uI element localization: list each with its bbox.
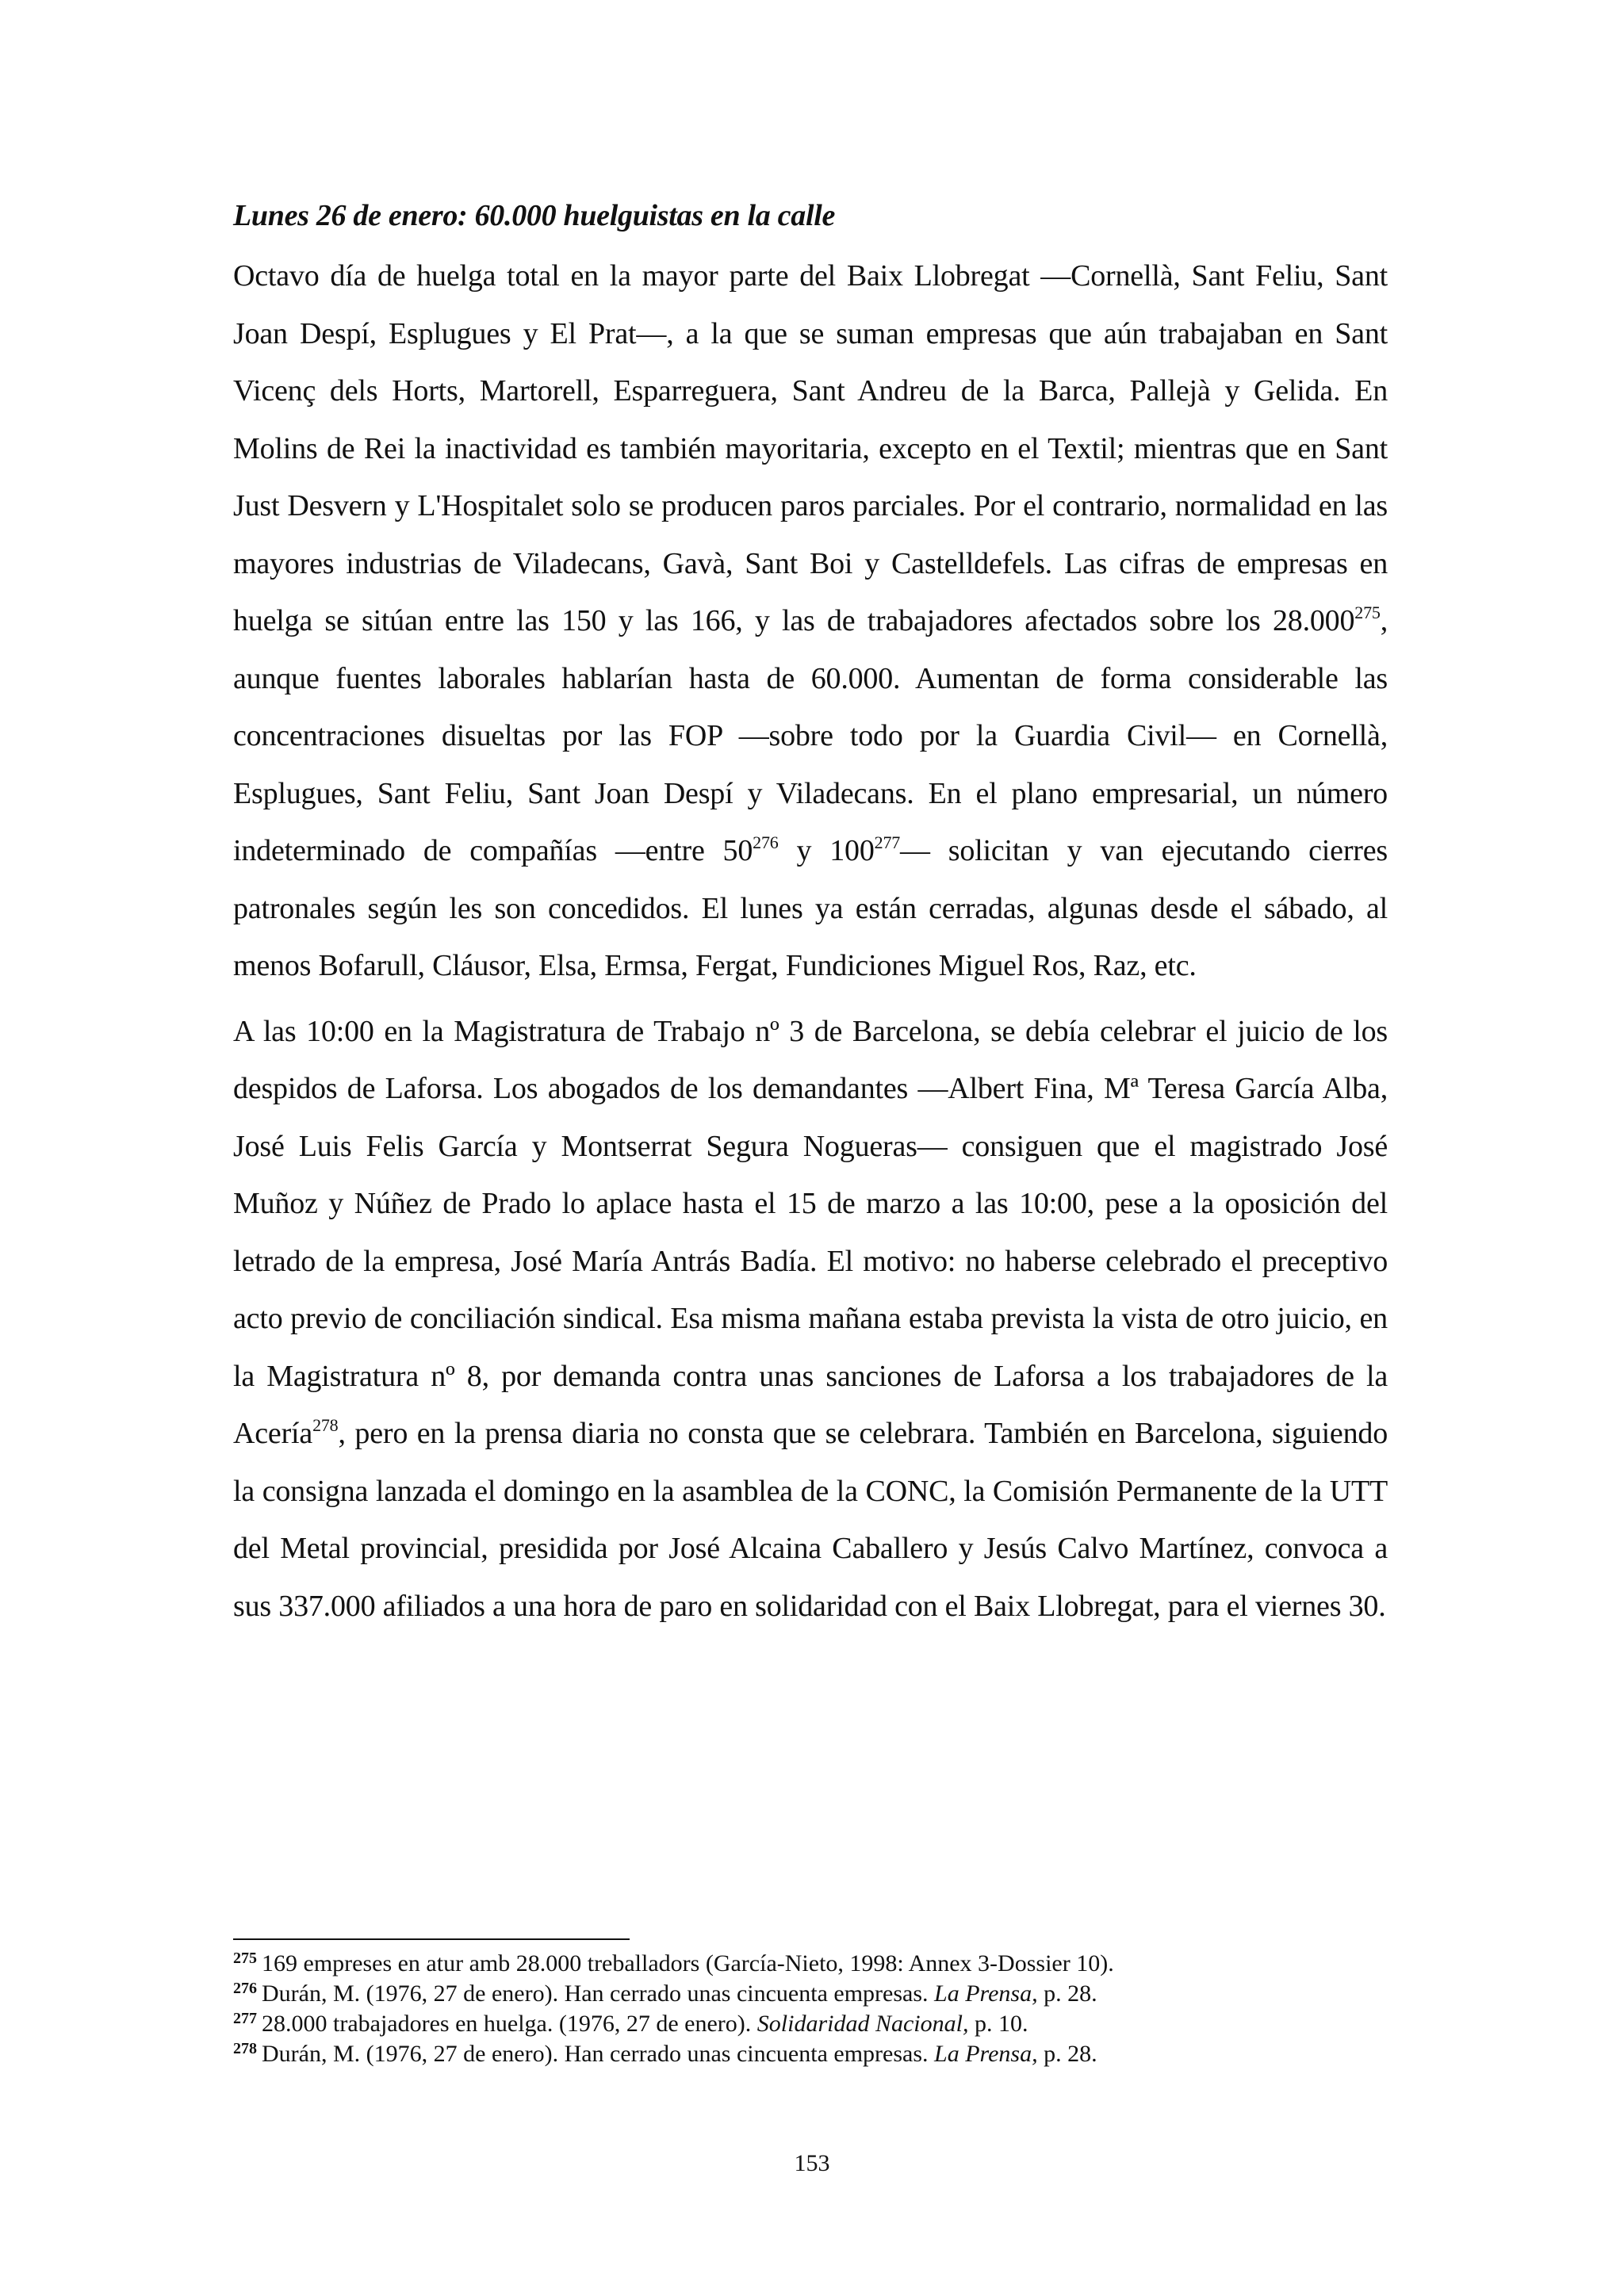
footnote-source-title: Solidaridad Nacional, (756, 2011, 969, 2037)
paragraph (233, 247, 1388, 995)
paragraph-text: — solicitan y van ejecutando cierres patronales según les son concedidos. El lunes ya están cerradas, algunas desde el sábado, al menos Bofarull, Cláusor, Elsa, Ermsa, Fergat, Fundiciones Miguel Ros, Raz, etc. (233, 834, 1388, 982)
footnote-reference[interactable]: 275 (1354, 603, 1381, 622)
footnote (233, 1949, 1388, 1979)
footnote-text: Durán, M. (1976, 27 de enero). Han cerrado unas cincuenta empresas. (262, 1980, 935, 2007)
footnote-source-title: La Prensa, (934, 2041, 1038, 2067)
footnote-number: 277 (233, 2010, 257, 2027)
footnote-reference[interactable]: 278 (312, 1415, 339, 1435)
paragraph-text: , aunque fuentes laborales hablarían hasta de 60.000. Aumentan de forma considerable las concentraciones disueltas por las FOP —sobre todo por la Guardia Civil— en Cornellà, Esplugues, Sant Feliu, Sant Joan Despí y Viladecans. En el plano empresarial, un número indeterminado de compañías —entre 50 (233, 604, 1388, 867)
footnote-text: p. 10. (968, 2011, 1028, 2037)
footnote-text: p. 28. (1037, 2041, 1097, 2067)
paragraph-text: , pero en la prensa diaria no consta que se celebrara. También en Barcelona, siguiendo la consigna lanzada el domingo en la asamblea de la CONC, la Comisión Permanente de la UTT del Metal provincial, presidida por José Alcaina Caballero y Jesús Calvo Martínez, convoca a sus 337.000 afiliados a una hora de paro en solidaridad con el Baix Llobregat, para el viernes 30. (233, 1417, 1388, 1623)
footnote-text: 28.000 trabajadores en huelga. (1976, 27 de enero). (262, 2011, 757, 2037)
footnote-reference[interactable]: 277 (874, 832, 901, 852)
footnote-source-title: La Prensa, (934, 1980, 1038, 2007)
footnote (233, 2009, 1388, 2039)
footnote-text: Durán, M. (1976, 27 de enero). Han cerrado unas cincuenta empresas. (262, 2041, 935, 2067)
footnote-number: 278 (233, 2040, 257, 2057)
paragraph-text: A las 10:00 en la Magistratura de Trabajo nº 3 de Barcelona, se debía celebrar el juicio de los despidos de Laforsa. Los abogados de los demandantes —Albert Fina, Mª Teresa García Alba, José Luis Felis García y Montserrat Segura Nogueras— consiguen que el magistrado José Muñoz y Núñez de Prado lo aplace hasta el 15 de marzo a las 10:00, pese a la oposición del letrado de la empresa, José María Antrás Badía. El motivo: no haberse celebrado el preceptivo acto previo de conciliación sindical. Esa misma mañana estaba prevista la vista de otro juicio, en la Magistratura nº 8, por demanda contra unas sanciones de Laforsa a los trabajadores de la Acería (233, 1014, 1388, 1450)
footnote (233, 1979, 1388, 2009)
main-text (233, 187, 1388, 1643)
footnote-text: p. 28. (1037, 1980, 1097, 2007)
footnote (233, 2039, 1388, 2069)
footnote-number: 275 (233, 1950, 257, 1967)
footnote-separator (233, 1938, 630, 1940)
footnotes (233, 1949, 1388, 2069)
paragraph-text: y 100 (778, 834, 875, 867)
page-number: 153 (794, 2150, 830, 2176)
section-heading: Lunes 26 de enero: 60.000 huelguistas en la calle (233, 199, 836, 232)
paragraph (233, 1003, 1388, 1636)
paragraph-text: Octavo día de huelga total en la mayor parte del Baix Llobregat —Cornellà, Sant Feliu, Sant Joan Despí, Esplugues y El Prat—, a la que se suman empresas que aún trabajaban en Sant Vicenç dels Horts, Martorell, Esparreguera, Sant Andreu de la Barca, Pallejà y Gelida. En Molins de Rei la inactividad es también mayoritaria, excepto en el Textil; mientras que en Sant Just Desvern y L'Hospitalet solo se producen paros parciales. Por el contrario, normalidad en las mayores industrias de Viladecans, Gavà, Sant Boi y Castelldefels. Las cifras de empresas en huelga se sitúan entre las 150 y las 166, y las de trabajadores afectados sobre los 28.000 (233, 259, 1388, 637)
footnote-text: 169 empreses en atur amb 28.000 treballadors (García-Nieto, 1998: Annex 3-Dossier 10). (262, 1950, 1114, 1976)
footnote-number: 276 (233, 1980, 257, 1997)
footnote-reference[interactable]: 276 (753, 832, 779, 852)
